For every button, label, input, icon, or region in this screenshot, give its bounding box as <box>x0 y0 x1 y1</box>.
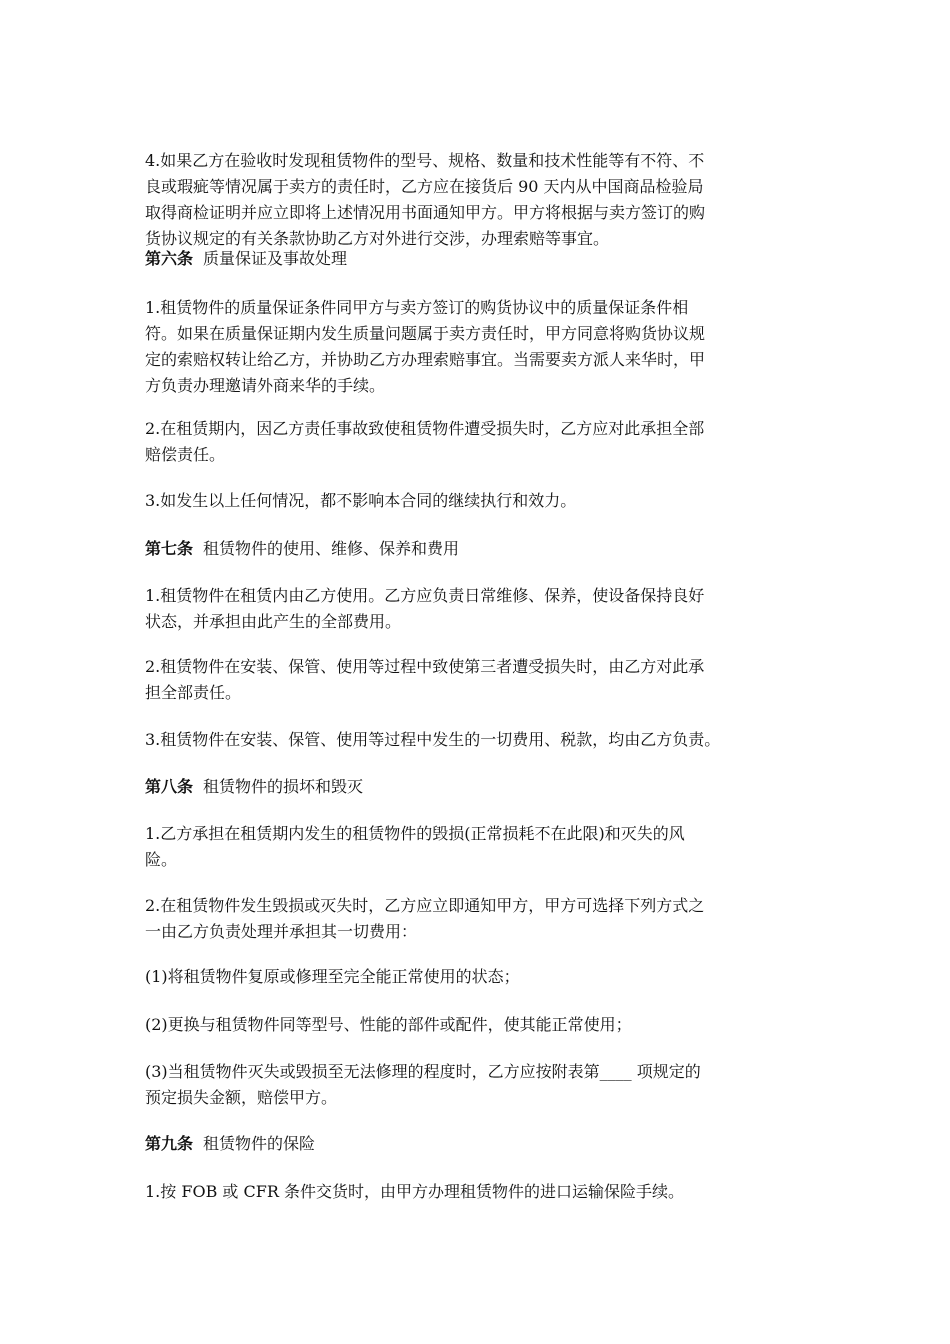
article-title: 租赁物件的损坏和毁灭 <box>203 777 364 796</box>
text-line: 1.乙方承担在租赁期内发生的租赁物件的毁损(正常损耗不在此限)和灭失的风 <box>145 824 685 843</box>
text-line: 货协议规定的有关条款协助乙方对外进行交涉，办理索赔等事宜。 <box>145 229 610 248</box>
text-line: (1)将租赁物件复原或修理至完全能正常使用的状态； <box>145 967 520 986</box>
text-line: 2.在租赁物件发生毁损或灭失时，乙方应立即通知甲方，甲方可选择下列方式之 <box>145 896 705 915</box>
article-number: 第九条 <box>145 1134 194 1153</box>
paragraph-option-2 <box>145 1012 813 1038</box>
article-title: 租赁物件的保险 <box>203 1134 316 1153</box>
paragraph-costs-taxes <box>145 727 813 753</box>
article-9-heading <box>145 1131 813 1157</box>
text-line: 状态，并承担由此产生的全部费用。 <box>145 612 402 631</box>
text-line: 2.在租赁期内，因乙方责任事故致使租赁物件遭受损失时，乙方应对此承担全部 <box>145 419 705 438</box>
text-line: 险。 <box>145 850 178 869</box>
paragraph-option-1 <box>145 964 813 990</box>
paragraph-use-maintenance <box>145 583 813 635</box>
text-line: (2)更换与租赁物件同等型号、性能的部件或配件，使其能正常使用； <box>145 1015 632 1034</box>
article-8-heading <box>145 774 813 800</box>
text-line: 定的索赔权转让给乙方，并协助乙方办理索赔事宜。当需要卖方派人来华时，甲 <box>145 350 706 369</box>
paragraph-quality-guarantee <box>145 295 813 399</box>
text-line: 2.租赁物件在安装、保管、使用等过程中致使第三者遭受损失时，由乙方对此承 <box>145 657 705 676</box>
text-line: 方负责办理邀请外商来华的手续。 <box>145 376 386 395</box>
paragraph-inspection-claims <box>145 148 813 252</box>
paragraph-insurance <box>145 1179 813 1205</box>
text-line: 取得商检证明并应立即将上述情况用书面通知甲方。甲方将根据与卖方签订的购 <box>145 203 706 222</box>
text-line: 担全部责任。 <box>145 683 242 702</box>
text-line: 赔偿责任。 <box>145 445 226 464</box>
paragraph-accident-liability <box>145 416 813 468</box>
text-line: 3.租赁物件在安装、保管、使用等过程中发生的一切费用、税款，均由乙方负责。 <box>145 730 721 749</box>
text-line: 1.按 FOB 或 CFR 条件交货时，由甲方办理租赁物件的进口运输保险手续。 <box>145 1182 684 1201</box>
article-title: 质量保证及事故处理 <box>203 249 348 268</box>
paragraph-option-3 <box>145 1059 813 1111</box>
text-line: 4.如果乙方在验收时发现租赁物件的型号、规格、数量和技术性能等有不符、不 <box>145 151 705 170</box>
article-title: 租赁物件的使用、维修、保养和费用 <box>203 539 460 558</box>
article-7-heading <box>145 536 813 562</box>
text-line: (3)当租赁物件灭失或毁损至无法修理的程度时，乙方应按附表第____ 项规定的 <box>145 1062 701 1081</box>
text-line: 预定损失金额，赔偿甲方。 <box>145 1088 338 1107</box>
article-number: 第六条 <box>145 249 194 268</box>
text-line: 一由乙方负责处理并承担其一切费用： <box>145 922 418 941</box>
paragraph-third-party-liability <box>145 654 813 706</box>
article-number: 第七条 <box>145 539 194 558</box>
text-line: 良或瑕疵等情况属于卖方的责任时，乙方应在接货后 90 天内从中国商品检验局 <box>145 177 704 196</box>
article-6-heading <box>145 246 813 272</box>
text-line: 1.租赁物件在租赁内由乙方使用。乙方应负责日常维修、保养，使设备保持良好 <box>145 586 705 605</box>
article-number: 第八条 <box>145 777 194 796</box>
paragraph-contract-continuity <box>145 488 813 514</box>
text-line: 1.租赁物件的质量保证条件同甲方与卖方签订的购货协议中的质量保证条件相 <box>145 298 689 317</box>
paragraph-damage-notice <box>145 893 813 945</box>
paragraph-damage-risk <box>145 821 813 873</box>
text-line: 符。如果在质量保证期内发生质量问题属于卖方责任时，甲方同意将购货协议规 <box>145 324 706 343</box>
text-line: 3.如发生以上任何情况，都不影响本合同的继续执行和效力。 <box>145 491 577 510</box>
